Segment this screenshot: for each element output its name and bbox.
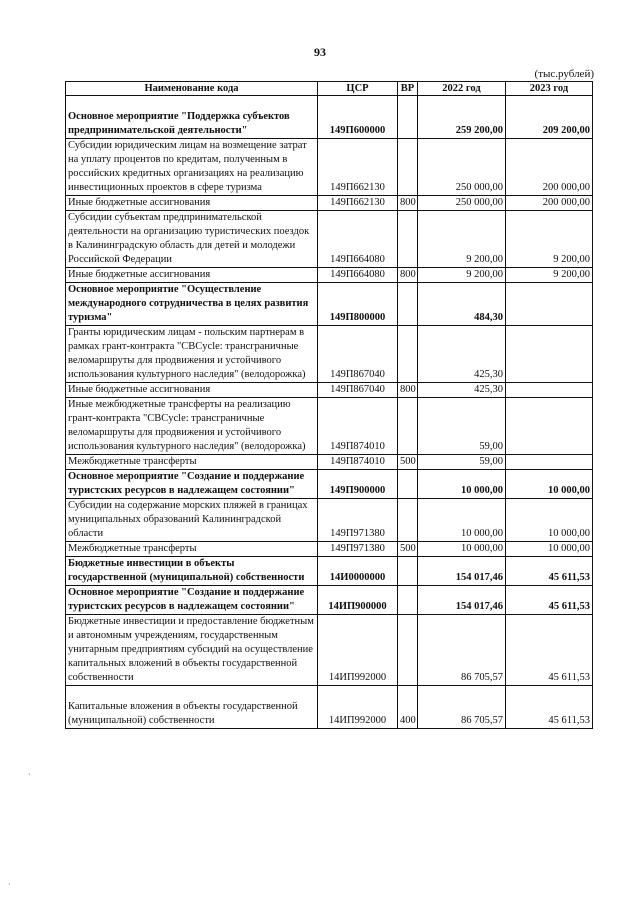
row-name-cell: Капитальные вложения в объекты государственной (муниципальной) собственности bbox=[66, 686, 318, 729]
row-name-cell: Бюджетные инвестиции в объекты государственной (муниципальной) собственности bbox=[66, 557, 318, 586]
row-name-cell: Гранты юридическим лицам - польским партнерам в рамках грант-контракта "CBCycle: трансграничные веломаршруты для продвижения и устойчивого использования культурного наследия" (велодорожка) bbox=[66, 326, 318, 383]
row-name-cell: Основное мероприятие "Осуществление международного сотрудничества в целях развития туризма" bbox=[66, 283, 318, 326]
row-2022-cell: 10 000,00 bbox=[418, 470, 506, 499]
row-csr-cell: 149П662130 bbox=[318, 196, 398, 211]
page-number: 93 bbox=[314, 45, 326, 59]
row-name-cell: Иные бюджетные ассигнования bbox=[66, 196, 318, 211]
row-csr-cell: 149П874010 bbox=[318, 455, 398, 470]
row-csr-cell: 149П874010 bbox=[318, 398, 398, 455]
row-2023-cell: 10 000,00 bbox=[506, 499, 593, 542]
row-name-cell: Субсидии на содержание морских пляжей в границах муниципальных образований Калининградской области bbox=[66, 499, 318, 542]
row-2023-cell: 10 000,00 bbox=[506, 542, 593, 557]
row-vr-cell: 500 bbox=[398, 455, 418, 470]
row-2023-cell bbox=[506, 398, 593, 455]
row-csr-cell: 149П662130 bbox=[318, 139, 398, 196]
row-csr-cell: 149П867040 bbox=[318, 383, 398, 398]
row-2022-cell: 9 200,00 bbox=[418, 268, 506, 283]
budget-table bbox=[65, 81, 593, 729]
row-2023-cell bbox=[506, 383, 593, 398]
row-csr-cell: 149П664080 bbox=[318, 268, 398, 283]
row-2023-cell bbox=[506, 326, 593, 383]
row-name-cell: Бюджетные инвестиции и предоставление бюджетным и автономным учреждениям, государственным унитарным предприятиям субсидий на осуществление капитальных вложений в объекты государственной собственности bbox=[66, 615, 318, 686]
row-2022-cell: 10 000,00 bbox=[418, 542, 506, 557]
row-csr-cell: 14И0000000 bbox=[318, 557, 398, 586]
row-vr-cell bbox=[398, 326, 418, 383]
row-name-cell: Основное мероприятие "Создание и поддержание туристских ресурсов в надлежащем состоянии" bbox=[66, 586, 318, 615]
row-2023-cell: 200 000,00 bbox=[506, 196, 593, 211]
row-name-cell: Межбюджетные трансферты bbox=[66, 455, 318, 470]
table-row bbox=[66, 139, 593, 196]
row-vr-cell bbox=[398, 283, 418, 326]
margin-mark: · bbox=[28, 770, 31, 779]
row-name-cell: Иные межбюджетные трансферты на реализацию грант-контракта "CBCycle: трансграничные веломаршруты для продвижения и устойчивого использования культурного наследия" (велодорожка) bbox=[66, 398, 318, 455]
row-name-cell: Иные бюджетные ассигнования bbox=[66, 268, 318, 283]
row-name-cell: Иные бюджетные ассигнования bbox=[66, 383, 318, 398]
table-row bbox=[66, 557, 593, 586]
row-csr-cell: 149П664080 bbox=[318, 211, 398, 268]
row-csr-cell: 149П600000 bbox=[318, 96, 398, 139]
row-2022-cell: 250 000,00 bbox=[418, 139, 506, 196]
row-vr-cell: 800 bbox=[398, 268, 418, 283]
row-csr-cell: 14ИП992000 bbox=[318, 615, 398, 686]
row-2023-cell: 9 200,00 bbox=[506, 268, 593, 283]
table-row bbox=[66, 196, 593, 211]
header-2022: 2022 год bbox=[418, 82, 506, 96]
row-name-cell: Субсидии юридическим лицам на возмещение затрат на уплату процентов по кредитам, полученным в российских кредитных организациях на реализацию инвестиционных проектов в сфере туризма bbox=[66, 139, 318, 196]
table-header-row bbox=[66, 82, 593, 96]
table-row bbox=[66, 398, 593, 455]
row-2022-cell: 9 200,00 bbox=[418, 211, 506, 268]
row-2023-cell: 45 611,53 bbox=[506, 557, 593, 586]
row-2023-cell: 9 200,00 bbox=[506, 211, 593, 268]
table-row bbox=[66, 615, 593, 686]
row-2023-cell bbox=[506, 455, 593, 470]
row-2022-cell: 86 705,57 bbox=[418, 615, 506, 686]
row-2023-cell: 200 000,00 bbox=[506, 139, 593, 196]
row-name-cell: Основное мероприятие "Создание и поддержание туристских ресурсов в надлежащем состоянии" bbox=[66, 470, 318, 499]
table-row bbox=[66, 586, 593, 615]
row-2023-cell: 10 000,00 bbox=[506, 470, 593, 499]
row-vr-cell bbox=[398, 470, 418, 499]
table-row bbox=[66, 542, 593, 557]
row-2022-cell: 86 705,57 bbox=[418, 686, 506, 729]
row-2023-cell bbox=[506, 283, 593, 326]
row-csr-cell: 149П900000 bbox=[318, 470, 398, 499]
margin-mark: · bbox=[8, 880, 11, 889]
row-vr-cell bbox=[398, 211, 418, 268]
table-row bbox=[66, 96, 593, 139]
row-2022-cell: 10 000,00 bbox=[418, 499, 506, 542]
table-row bbox=[66, 470, 593, 499]
row-2022-cell: 154 017,46 bbox=[418, 557, 506, 586]
table-row bbox=[66, 283, 593, 326]
row-vr-cell bbox=[398, 586, 418, 615]
row-2022-cell: 484,30 bbox=[418, 283, 506, 326]
row-vr-cell bbox=[398, 96, 418, 139]
row-vr-cell: 800 bbox=[398, 383, 418, 398]
row-csr-cell: 149П971380 bbox=[318, 499, 398, 542]
row-vr-cell bbox=[398, 615, 418, 686]
table-row bbox=[66, 455, 593, 470]
row-2023-cell: 45 611,53 bbox=[506, 686, 593, 729]
table-row bbox=[66, 383, 593, 398]
row-csr-cell: 14ИП992000 bbox=[318, 686, 398, 729]
row-2022-cell: 154 017,46 bbox=[418, 586, 506, 615]
row-2023-cell: 45 611,53 bbox=[506, 586, 593, 615]
row-csr-cell: 14ИП900000 bbox=[318, 586, 398, 615]
row-csr-cell: 149П867040 bbox=[318, 326, 398, 383]
row-vr-cell bbox=[398, 398, 418, 455]
table-row bbox=[66, 268, 593, 283]
row-vr-cell bbox=[398, 557, 418, 586]
row-2023-cell: 209 200,00 bbox=[506, 96, 593, 139]
table-row bbox=[66, 686, 593, 729]
units-label: (тыс.рублей) bbox=[534, 68, 594, 80]
row-csr-cell: 149П971380 bbox=[318, 542, 398, 557]
row-vr-cell: 800 bbox=[398, 196, 418, 211]
table-row bbox=[66, 499, 593, 542]
row-csr-cell: 149П800000 bbox=[318, 283, 398, 326]
row-2022-cell: 259 200,00 bbox=[418, 96, 506, 139]
row-vr-cell bbox=[398, 499, 418, 542]
row-2022-cell: 59,00 bbox=[418, 455, 506, 470]
row-2023-cell: 45 611,53 bbox=[506, 615, 593, 686]
table-row bbox=[66, 211, 593, 268]
header-name: Наименование кода bbox=[66, 82, 318, 96]
header-2023: 2023 год bbox=[506, 82, 593, 96]
row-vr-cell: 500 bbox=[398, 542, 418, 557]
row-2022-cell: 425,30 bbox=[418, 383, 506, 398]
row-name-cell: Основное мероприятие "Поддержка субъектов предпринимательской деятельности" bbox=[66, 96, 318, 139]
header-csr: ЦСР bbox=[318, 82, 398, 96]
row-vr-cell bbox=[398, 139, 418, 196]
table-body bbox=[66, 96, 593, 729]
table-row bbox=[66, 326, 593, 383]
row-name-cell: Субсидии субъектам предпринимательской деятельности на организацию туристических поездок в Калининградскую область для детей и молодежи Российской Федерации bbox=[66, 211, 318, 268]
row-vr-cell: 400 bbox=[398, 686, 418, 729]
header-vr: ВР bbox=[398, 82, 418, 96]
row-2022-cell: 425,30 bbox=[418, 326, 506, 383]
row-2022-cell: 250 000,00 bbox=[418, 196, 506, 211]
row-2022-cell: 59,00 bbox=[418, 398, 506, 455]
row-name-cell: Межбюджетные трансферты bbox=[66, 542, 318, 557]
